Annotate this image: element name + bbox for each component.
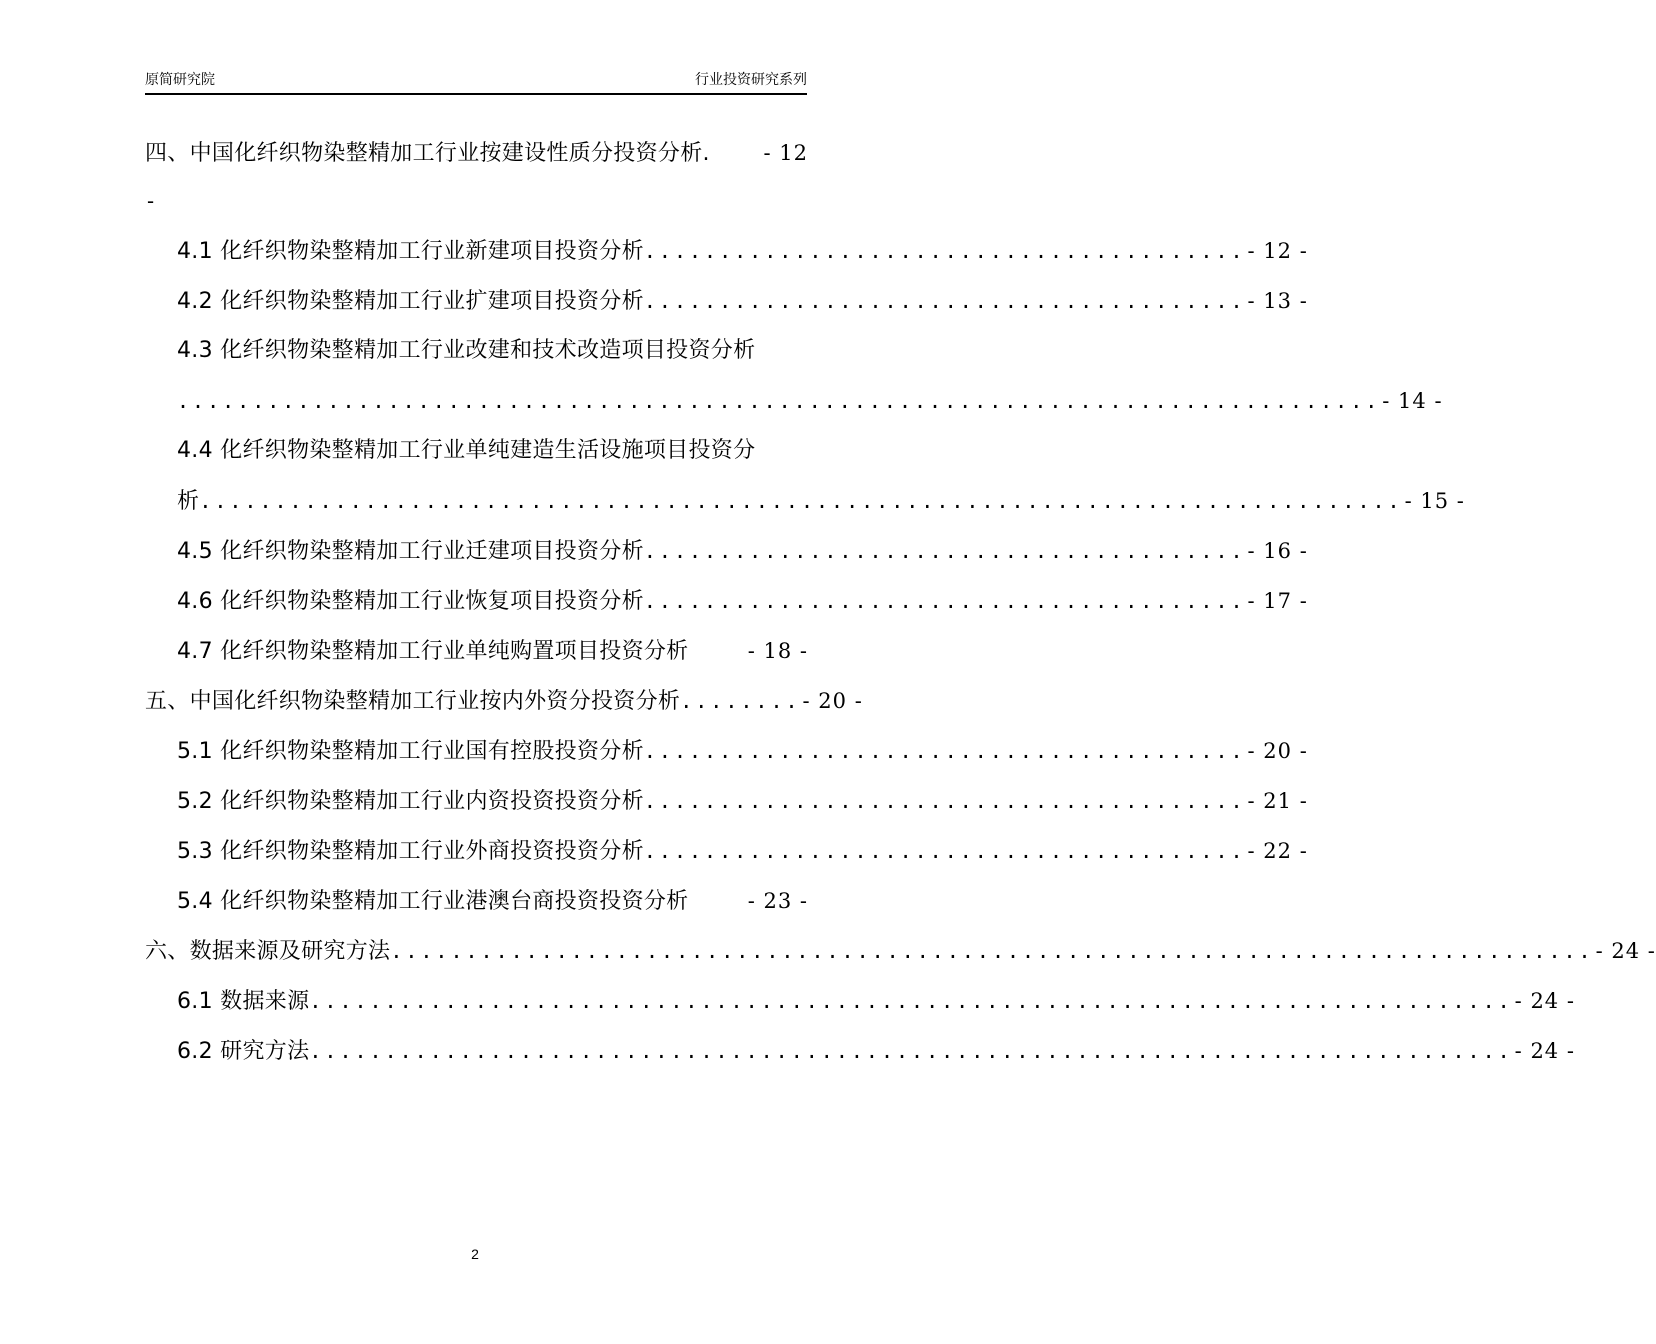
toc-entry[interactable]	[177, 1026, 1575, 1076]
toc-page: - 18 -	[747, 639, 808, 663]
toc-page: - 15 -	[1404, 489, 1465, 513]
toc-entry-wrap	[145, 176, 808, 226]
toc-page: - 17 -	[1247, 589, 1308, 613]
toc-leader: ........................................	[643, 739, 1246, 763]
toc-page: - 24 -	[1514, 1039, 1575, 1063]
toc-title: 4.2 化纤织物染整精加工行业扩建项目投资分析	[177, 289, 644, 314]
toc-page: - 16 -	[1247, 539, 1308, 563]
toc-title: 5.2 化纤织物染整精加工行业内资投资投资分析	[177, 789, 644, 814]
toc-leader: ................................................................................	[390, 939, 1594, 963]
toc-page: - 24 -	[1595, 939, 1656, 963]
header-right: 行业投资研究系列	[695, 72, 807, 88]
toc-entry[interactable]	[177, 726, 1308, 776]
toc-leader: ................................................................................	[309, 1039, 1513, 1063]
toc-entry[interactable]	[145, 676, 863, 726]
toc-title: 6.1 数据来源	[177, 989, 310, 1014]
toc-title: 4.3 化纤织物染整精加工行业改建和技术改造项目投资分析	[177, 338, 756, 363]
toc-leader: ........................................	[643, 789, 1246, 813]
toc-entry-wrap	[177, 376, 1443, 426]
toc-title: 4.5 化纤织物染整精加工行业迁建项目投资分析	[177, 539, 644, 564]
toc-title-cont: 析	[177, 489, 200, 514]
toc-leader: ................................................................................	[199, 489, 1403, 513]
toc-title: 五、中国化纤织物染整精加工行业按内外资分投资分析	[145, 689, 681, 714]
toc-entry[interactable]	[145, 926, 1656, 976]
toc-entry[interactable]	[177, 426, 808, 476]
toc-entry[interactable]	[177, 276, 1308, 326]
toc-leader: ........	[680, 689, 801, 713]
toc-entry[interactable]	[145, 128, 808, 178]
toc-entry[interactable]	[177, 526, 1308, 576]
toc-page: - 24 -	[1514, 989, 1575, 1013]
toc-title: 5.1 化纤织物染整精加工行业国有控股投资分析	[177, 739, 644, 764]
toc-page: - 22 -	[1247, 839, 1308, 863]
toc-entry[interactable]	[177, 876, 808, 926]
page-number: 2	[471, 1246, 479, 1262]
toc-page: - 21 -	[1247, 789, 1308, 813]
toc-leader: ................................................................................	[309, 989, 1513, 1013]
header-left: 原简研究院	[145, 72, 215, 88]
toc-entry[interactable]	[177, 776, 1308, 826]
toc-leader: ........................................	[643, 589, 1246, 613]
toc-title: 6.2 研究方法	[177, 1039, 310, 1064]
toc-leader: ................................................................................	[177, 389, 1381, 413]
toc-entry[interactable]	[177, 226, 1308, 276]
toc-entry[interactable]	[177, 576, 1308, 626]
toc-title: 4.1 化纤织物染整精加工行业新建项目投资分析	[177, 239, 644, 264]
toc-title: 六、数据来源及研究方法	[145, 939, 391, 964]
toc-title: 5.4 化纤织物染整精加工行业港澳台商投资投资分析	[177, 889, 689, 914]
toc-page: - 14 -	[1382, 389, 1443, 413]
toc-page: - 23 -	[747, 889, 808, 913]
toc-page: - 13 -	[1247, 289, 1308, 313]
toc-entry[interactable]	[177, 626, 808, 676]
toc-page: - 20 -	[802, 689, 863, 713]
toc-page-wrap: -	[147, 189, 156, 213]
toc-page: - 12 -	[1247, 239, 1308, 263]
toc-title: 4.7 化纤织物染整精加工行业单纯购置项目投资分析	[177, 639, 689, 664]
toc-leader: ........................................	[643, 839, 1246, 863]
toc-entry[interactable]	[177, 976, 1575, 1026]
toc-title: 5.3 化纤织物染整精加工行业外商投资投资分析	[177, 839, 644, 864]
toc-leader: ........................................	[643, 539, 1246, 563]
toc-entry-wrap	[177, 476, 1465, 526]
toc-page: - 20 -	[1247, 739, 1308, 763]
toc-leader: ........................................	[643, 289, 1246, 313]
toc-entry[interactable]	[177, 826, 1308, 876]
toc-leader: ........................................	[643, 239, 1246, 263]
toc-title: 四、中国化纤织物染整精加工行业按建设性质分投资分析.	[145, 141, 710, 166]
toc-entry[interactable]	[177, 326, 808, 376]
toc-page: - 12	[763, 141, 808, 165]
toc-title: 4.6 化纤织物染整精加工行业恢复项目投资分析	[177, 589, 644, 614]
page-header	[145, 64, 807, 95]
toc-title: 4.4 化纤织物染整精加工行业单纯建造生活设施项目投资分	[177, 438, 756, 463]
